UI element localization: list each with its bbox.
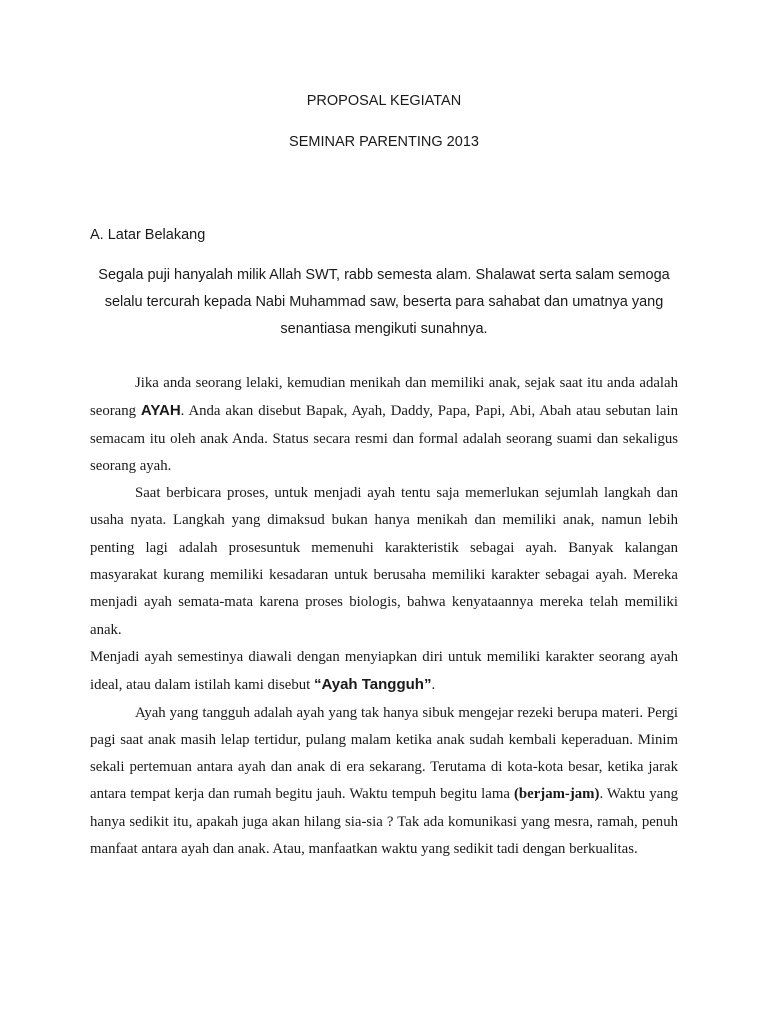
paragraph-1-text-b: . Anda akan disebut Bapak, Ayah, Daddy, Papa, Papi, Abi, Abah atau sebutan lain semacam itu oleh anak Anda. Status secara resmi dan formal adalah seorang suami dan sekaligus seorang ayah. <box>90 403 678 474</box>
paragraph-1-text-a: Jika anda seorang lelaki, kemudian menikah dan memiliki anak, sejak saat itu anda adalah seorang <box>90 375 678 420</box>
paragraph-4-text-a: Ayah yang tangguh adalah ayah yang tak hanya sibuk mengejar rezeki berupa materi. Pergi pagi saat anak masih lelap tertidur, pulang malam ketika anak sudah kembali keperaduan. Minim sekali pertemuan antara ayah dan anak di era sekarang. Terutama di kota-kota besar, ketika jarak antara tempat kerja dan rumah begitu jauh. Waktu tempuh begitu lama <box>90 704 678 803</box>
ayah-tangguh-emphasis: “Ayah Tangguh” <box>313 676 432 694</box>
document-title: PROPOSAL KEGIATAN <box>306 93 462 109</box>
ayah-emphasis: AYAH <box>140 402 181 420</box>
paragraph-4 <box>90 700 678 864</box>
paragraph-3-text-a: Menjadi ayah semestinya diawali dengan menyiapkan diri untuk memiliki karakter seorang ayah ideal, atau dalam istilah kami disebut <box>90 648 678 694</box>
paragraph-4-text-b: . Waktu yang hanya sedikit itu, apakah juga akan hilang sia-sia ? Tak ada komunikasi yang mesra, ramah, penuh manfaat antara ayah dan anak. Atau, manfaatkan waktu yang sedikit tadi dengan berkualitas. <box>90 786 678 858</box>
intro-paragraph: Segala puji hanyalah milik Allah SWT, rabb semesta alam. Shalawat serta salam semoga selalu tercurah kepada Nabi Muhammad saw, beserta para sahabat dan umatnya yang senantiasa mengikuti sunahnya. <box>98 267 670 337</box>
paragraph-3 <box>90 644 678 700</box>
document-subtitle: SEMINAR PARENTING 2013 <box>289 134 479 150</box>
body-text <box>90 370 678 863</box>
section-heading: A. Latar Belakang <box>90 227 206 243</box>
berjam-jam-emphasis: (berjam-jam) <box>513 786 600 803</box>
paragraph-2: Saat berbicara proses, untuk menjadi ayah tentu saja memerlukan sejumlah langkah dan usaha nyata. Langkah yang dimaksud bukan hanya menikah dan memiliki anak, namun lebih penting lagi adalah prosesuntuk memenuhi karakteristik sebagai ayah. Banyak kalangan masyarakat kurang memiliki kesadaran untuk berusaha memiliki karakter sebagai ayah. Mereka menjadi ayah semata-mata karena proses biologis, bahwa kenyataannya mereka telah memiliki anak. <box>90 485 678 638</box>
paragraph-1 <box>90 370 678 480</box>
paragraph-3-text-b: . <box>431 677 436 694</box>
